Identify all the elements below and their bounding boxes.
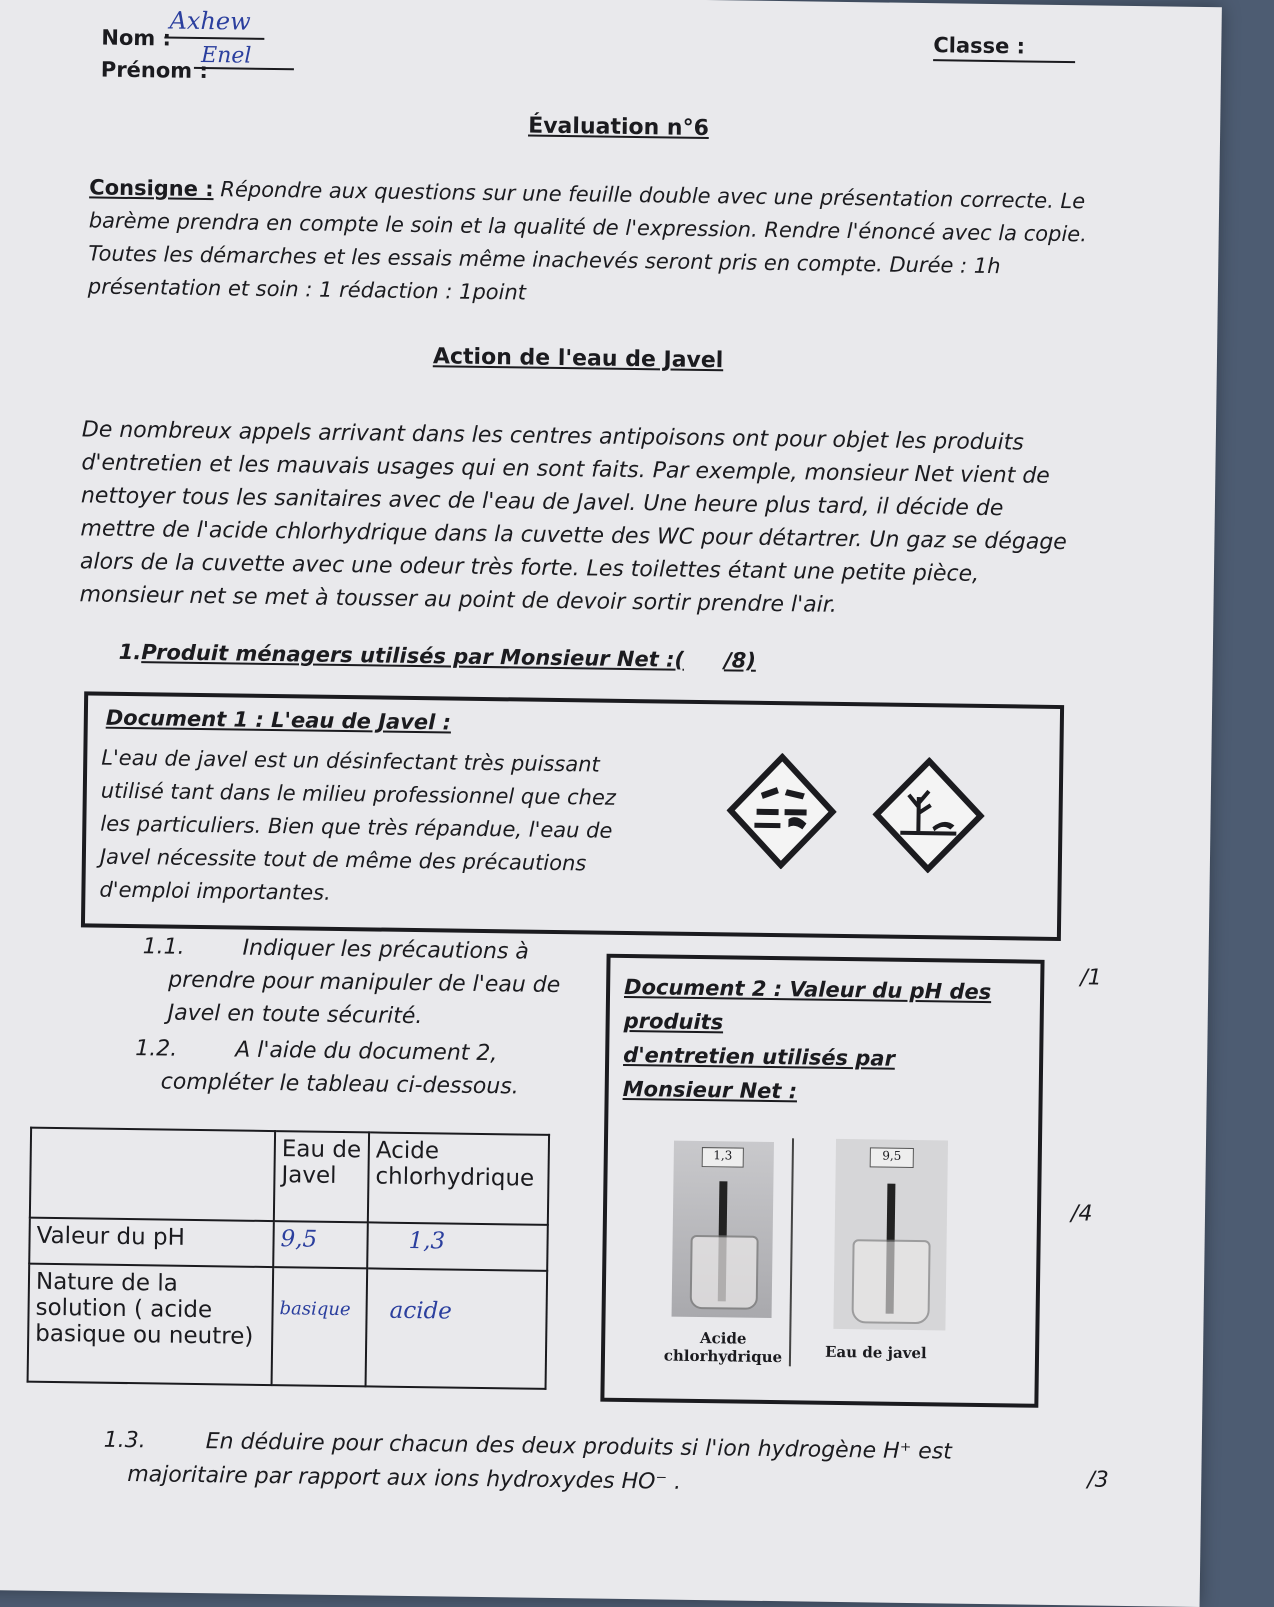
consigne-line-1: Répondre aux questions sur une feuille double avec une présentation correcte. Le: [220, 177, 1086, 214]
ph-reading-javel: 9,5: [870, 1147, 914, 1168]
intro-line-3: nettoyer tous les sanitaires avec de l'eau de Javel. Une heure plus tard, il décide de: [80, 483, 1004, 522]
flask-icon: [690, 1235, 759, 1310]
nature-javel: basique: [272, 1267, 368, 1386]
consigne-line-4: présentation et soin : 1 rédaction : 1point: [87, 274, 527, 305]
section-title: Action de l'eau de Javel: [432, 344, 724, 374]
doc1-line-2: utilisé tant dans le milieu professionnel que chez: [100, 778, 617, 810]
document-1-box: [81, 691, 1064, 941]
classe-label: Classe :: [933, 33, 1026, 59]
classe-underline: [933, 59, 1075, 63]
table-row-nature: [28, 1264, 548, 1389]
doc2-title: [622, 970, 991, 1111]
doc1-line-5: d'emploi importantes.: [99, 877, 331, 905]
row-label-nature: Nature de la solution ( acide basique ou neutre): [28, 1264, 274, 1385]
intro-line-1: De nombreux appels arrivant dans les centres antipoisons ont pour objet les produits: [81, 417, 1025, 456]
row-label-ph: Valeur du pH: [29, 1218, 274, 1267]
consigne-line-2: barème prendra en compte le soin et la qualité de l'expression. Rendre l'énoncé avec la copie.: [88, 208, 1088, 247]
prenom-handwritten: Enel: [200, 42, 252, 69]
part1-number: 1.: [118, 639, 142, 665]
doc2-title-line-4: Monsieur Net :: [622, 1076, 798, 1104]
q1-1-score: /1: [1080, 965, 1102, 991]
flask-icon: [851, 1239, 930, 1324]
intro-paragraph: [79, 413, 1142, 626]
table-header-eau-de-javel: Eau de Javel: [274, 1131, 369, 1222]
q1-3-line-1: En déduire pour chacun des deux produits si l'ion hydrogène H⁺ est: [205, 1429, 953, 1465]
doc1-title: Document 1 : L'eau de Javel :: [105, 705, 452, 735]
ph-table: [27, 1127, 551, 1390]
table-corner-cell: [30, 1128, 275, 1221]
table-header-row: [30, 1128, 549, 1225]
nom-handwritten: Axhew: [169, 6, 251, 36]
q1-3-line-2: majoritaire par rapport aux ions hydroxydes HO⁻ .: [127, 1462, 682, 1495]
doc1-line-1: L'eau de javel est un désinfectant très puissant: [101, 745, 600, 777]
q1-1-line-2: prendre pour manipuler de l'eau de: [168, 967, 561, 999]
document-2-box: [600, 954, 1044, 1408]
part1-heading: [119, 640, 757, 673]
nature-acide: acide: [366, 1268, 548, 1389]
doc1-text: [99, 742, 616, 914]
q1-1-line-1: Indiquer les précautions à: [242, 935, 530, 965]
part1-title: Produit ménagers utilisés par Monsieur Net :(: [141, 640, 685, 672]
doc1-line-4: Javel nécessite tout de même des précautions: [99, 844, 587, 876]
question-1-1: [142, 930, 561, 1035]
prenom-label: Prénom :: [100, 57, 209, 84]
q1-1-line-3: Javel en toute sécurité.: [167, 1000, 423, 1030]
intro-line-4: mettre de l'acide chlorhydrique dans la cuvette des WC pour détartrer. Un gaz se dégage: [80, 516, 1067, 556]
table-row-ph: [29, 1218, 548, 1271]
page-title: Évaluation n°6: [527, 113, 710, 142]
consigne-line-3: Toutes les démarches et les essais même inachevés seront pris en compte. Durée : 1h: [88, 241, 1001, 279]
question-1-2: [135, 1032, 520, 1103]
caption-javel: Eau de javel: [824, 1342, 927, 1363]
ph-meter-photo-acide: [672, 1141, 774, 1318]
ph-value-javel: 9,5: [273, 1221, 368, 1268]
question-1-3: [103, 1424, 952, 1504]
ph-reading-acide: 1,3: [702, 1147, 744, 1168]
corrosive-icon: [726, 752, 838, 870]
q1-1-number: 1.1.: [142, 934, 185, 960]
q1-3-score: /3: [1087, 1467, 1109, 1493]
doc1-line-3: les particuliers. Bien que très répandue, l'eau de: [100, 811, 613, 843]
intro-line-6: monsieur net se met à tousser au point de devoir sortir prendre l'air.: [79, 582, 837, 618]
q1-2-line-1: A l'aide du document 2,: [235, 1037, 498, 1067]
ph-value-acide: 1,3: [367, 1222, 548, 1271]
caption-acide: Acide chlorhydrique: [663, 1329, 783, 1367]
q1-2-line-2: compléter le tableau ci-dessous.: [160, 1069, 519, 1100]
nom-underline: [164, 36, 264, 39]
q1-3-number: 1.3.: [103, 1427, 146, 1454]
prenom-underline: [194, 67, 294, 70]
environment-hazard-icon: [872, 756, 986, 874]
part1-score: /8): [723, 648, 757, 673]
ph-meter-photo-javel: [833, 1139, 948, 1331]
doc2-title-line-1: Document 2 : Valeur du pH des: [623, 974, 992, 1005]
doc2-title-line-3: d'entretien utilisés par: [623, 1042, 896, 1071]
q1-2-score: /4: [1070, 1201, 1093, 1227]
intro-line-5: alors de la cuvette avec une odeur très forte. Les toilettes étant une petite pièce,: [79, 549, 980, 587]
nom-label: Nom :: [101, 25, 172, 51]
intro-line-2: d'entretien et les mauvais usages qui en sont faits. Par exemple, monsieur Net vient de: [81, 450, 1050, 489]
consigne-label: Consigne :: [89, 175, 214, 202]
doc2-title-line-2: produits: [623, 1008, 724, 1035]
q1-2-number: 1.2.: [135, 1036, 178, 1062]
table-header-acide: Acide chlorhydrique: [368, 1132, 549, 1225]
consigne-block: [88, 171, 1150, 318]
